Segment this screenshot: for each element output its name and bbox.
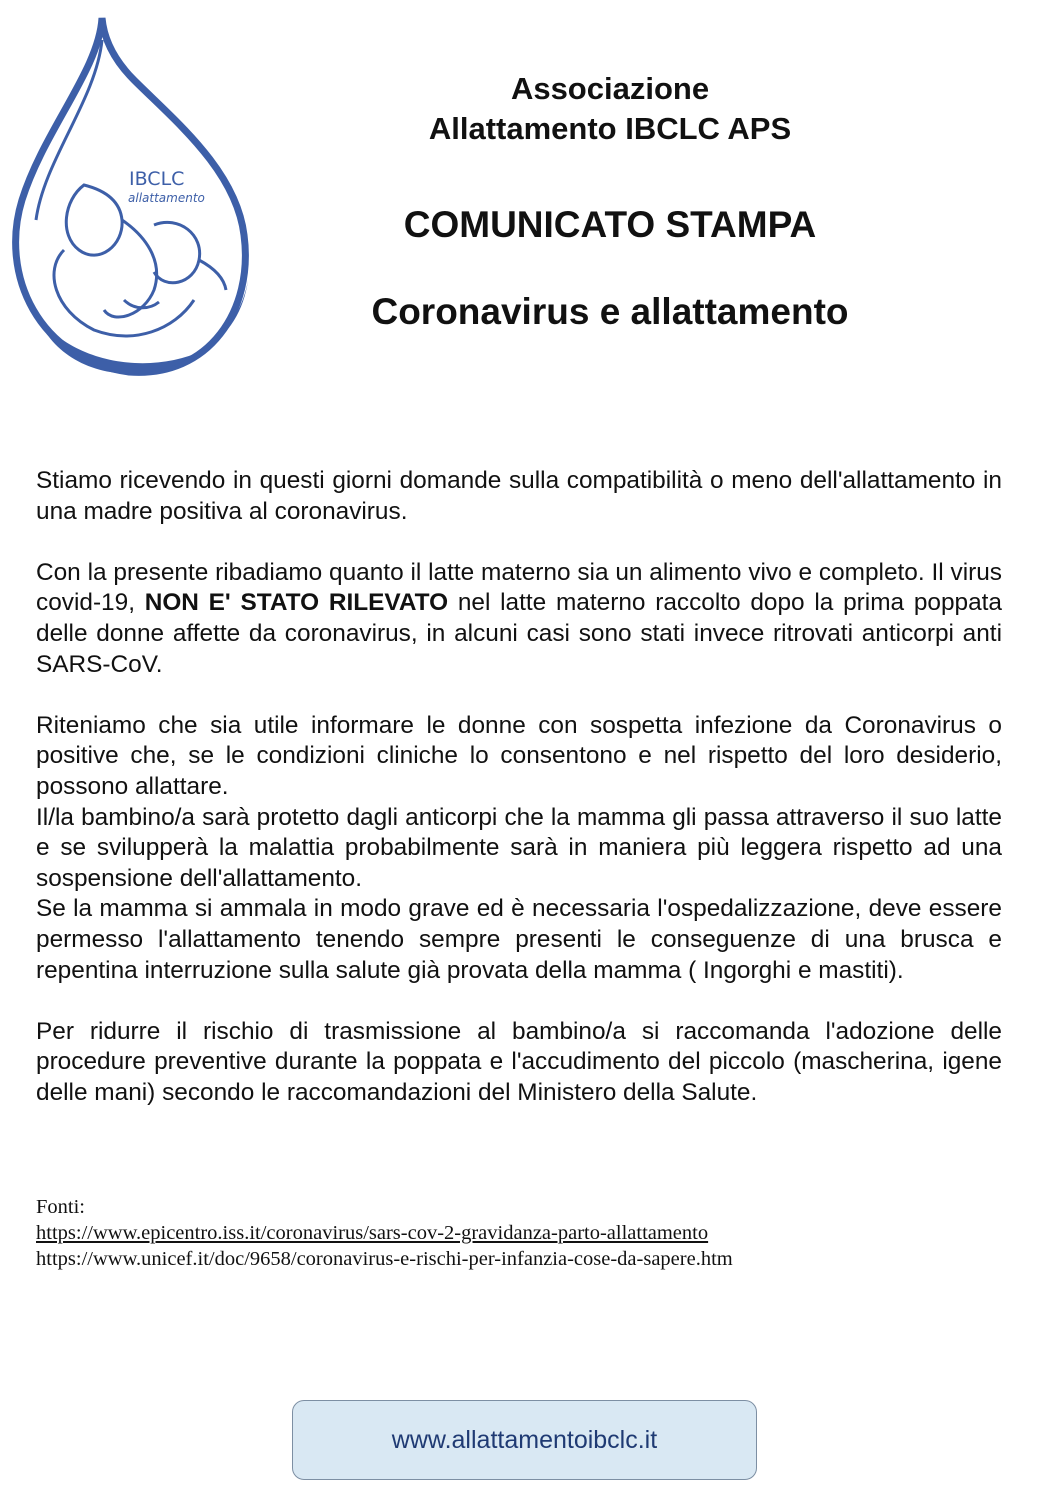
source-link-unicef[interactable]: https://www.unicef.it/doc/9658/coronavirus-e-rischi-per-infanzia-cose-da-sapere.htm	[36, 1248, 733, 1270]
source-link-epicentro[interactable]: https://www.epicentro.iss.it/coronavirus/sars-cov-2-gravidanza-parto-allattamento	[36, 1222, 709, 1244]
document-subtitle: Coronavirus e allattamento	[371, 291, 849, 332]
body-text	[36, 466, 1002, 1108]
paragraph-1: Stiamo ricevendo in questi giorni domande sulla compatibilità o meno dell'allattamento in una madre positiva al coronavirus.	[36, 467, 1002, 525]
website-link[interactable]: www.allattamentoibclc.it	[391, 1425, 658, 1454]
website-footer-box	[292, 1400, 757, 1480]
sources-label: Fonti:	[36, 1196, 85, 1218]
not-detected-emphasis: NON E' STATO RILEVATO	[144, 589, 449, 617]
paragraph-5: Se la mamma si ammala in modo grave ed è necessaria l'ospedalizzazione, deve essere permesso l'allattamento tenendo sempre presenti le conseguenze di una brusca e repentina interruzione sulla salute già provata della mamma ( Ingorghi e mastiti).	[36, 895, 1002, 984]
logo-text-allattamento: allattamento	[128, 191, 205, 205]
press-release-heading: COMUNICATO STAMPA	[403, 204, 817, 245]
paragraph-2	[36, 558, 1002, 680]
paragraph-2-part-a: Con la presente ribadiamo quanto il latte materno sia un alimento vivo e completo. Il virus covid-19,	[36, 558, 1002, 617]
paragraph-6: Per ridurre il rischio di trasmissione al bambino/a si raccomanda l'adozione delle procedure preventive durante la poppata e l'accudimento del piccolo (mascherina, igene delle mani) secondo le raccomandazioni del Ministero della Salute.	[36, 1017, 1002, 1106]
paragraph-4: Il/la bambino/a sarà protetto dagli anticorpi che la mamma gli passa attraverso il suo latte e se svilupperà la malattia probabilmente sarà in maniera più leggera rispetto ad una sospensione dell'allattamento.	[36, 803, 1002, 892]
paragraph-2-part-b: nel latte materno raccolto dopo la prima poppata delle donne affette da coronavirus, in alcuni casi sono stati invece ritrovati anticorpi anti SARS-CoV.	[36, 589, 1002, 678]
sources-section	[36, 1194, 733, 1272]
drop-logo-icon	[4, 10, 254, 380]
logo	[4, 10, 254, 380]
paragraph-3: Riteniamo che sia utile informare le donne con sospetta infezione da Coronavirus o positive che, se le condizioni cliniche lo consentono e nel rispetto del loro desiderio, possono allattare.	[36, 711, 1002, 800]
organization-name-line1: Associazione	[510, 71, 710, 106]
logo-text-ibclc: IBCLC	[129, 168, 185, 190]
organization-name-line2: Allattamento IBCLC APS	[428, 111, 792, 146]
